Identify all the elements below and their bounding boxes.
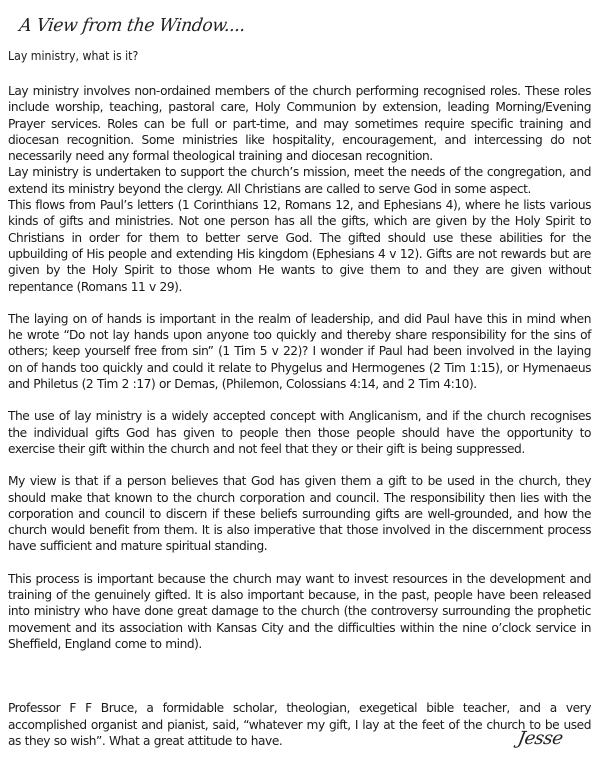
- paragraph-laying-on-of-hands: The laying on of hands is important in the realm of leadership, and did Paul have this in mind when he wrote “Do not lay hands upon anyone too quickly and thereby share responsibility for the sins of others; keep yourself free from sin” (1 Tim 5 v 22)? I wonder if Paul had been involved in the laying on of hands too quickly and could it relate to Phygelus and Hermogenes (2 Tim 1:15), or Hymenaeus and Philetus (2 Tim 2 :17) or Demas, (Philemon, Colossians 4:14, and 2 Tim 4:10).: [8, 311, 591, 392]
- paragraph-anglicanism: The use of lay ministry is a widely accepted concept with Anglicanism, and if the church recognises the individual gifts God has given to people then those people should have the opportunity to exercise their gift within the church and not feel that they or their gift is being suppressed.: [8, 409, 591, 456]
- article-question: Lay ministry, what is it?: [8, 49, 139, 63]
- paragraph-my-view: My view is that if a person believes that God has given them a gift to be used in the church, they should make that known to the church corporation and council. The responsibility then lies with the corporation and council to discern if these beliefs surrounding gifts are well-grounded, and how the church would benefit from them. It is also imperative that those involved in the discernment process have sufficient and mature spiritual standing.: [8, 474, 591, 554]
- paragraph-purpose: Lay ministry is undertaken to support the church’s mission, meet the needs of the congregation, and extend its ministry beyond the clergy. All Christians are called to serve God in some aspect.: [8, 165, 591, 196]
- author-signature: Jesse: [516, 728, 565, 749]
- paragraph-definition: Lay ministry involves non-ordained members of the church performing recognised roles. These roles include worship, teaching, pastoral care, Holy Communion by extension, leading Morning/Evening Prayer services. Roles can be full or part-time, and may sometimes require specific training and diocesan recognition. Some ministries like hospitality, encouragement, and intercessing do not necessarily need any formal theological training and diocesan recognition.: [8, 84, 591, 164]
- masthead-title: A View from the Window....: [18, 15, 247, 37]
- paragraph-pauline-gifts: This flows from Paul’s letters (1 Corinthians 12, Romans 12, and Ephesians 4), where he lists various kinds of gifts and ministries. Not one person has all the gifts, which are given by the Holy Spirit to Christians in order for them to better serve God. The gifted should use these abilities for the upbuilding of His people and extending His kingdom (Ephesians 4 v 12). Gifts are not rewards but are given by the Holy Spirit to those whom He wants to give them to and they are given without repentance (Romans 11 v 29).: [8, 198, 591, 294]
- paragraph-process: This process is important because the church may want to invest resources in the development and training of the genuinely gifted. It is also important because, in the past, people have been released into ministry who have done great damage to the church (the controversy surrounding the prophetic movement and its association with Kansas City and the difficulties within the nine o’clock service in Sheffield, England come to mind).: [8, 571, 591, 651]
- paragraph-ff-bruce-quote: Professor F F Bruce, a formidable scholar, theologian, exegetical bible teacher, and a very accomplished organist and pianist, said, “whatever my gift, I lay at the feet of the church to be used as they so wish”. What a great attitude to have.: [8, 701, 591, 748]
- article-body: [8, 83, 591, 749]
